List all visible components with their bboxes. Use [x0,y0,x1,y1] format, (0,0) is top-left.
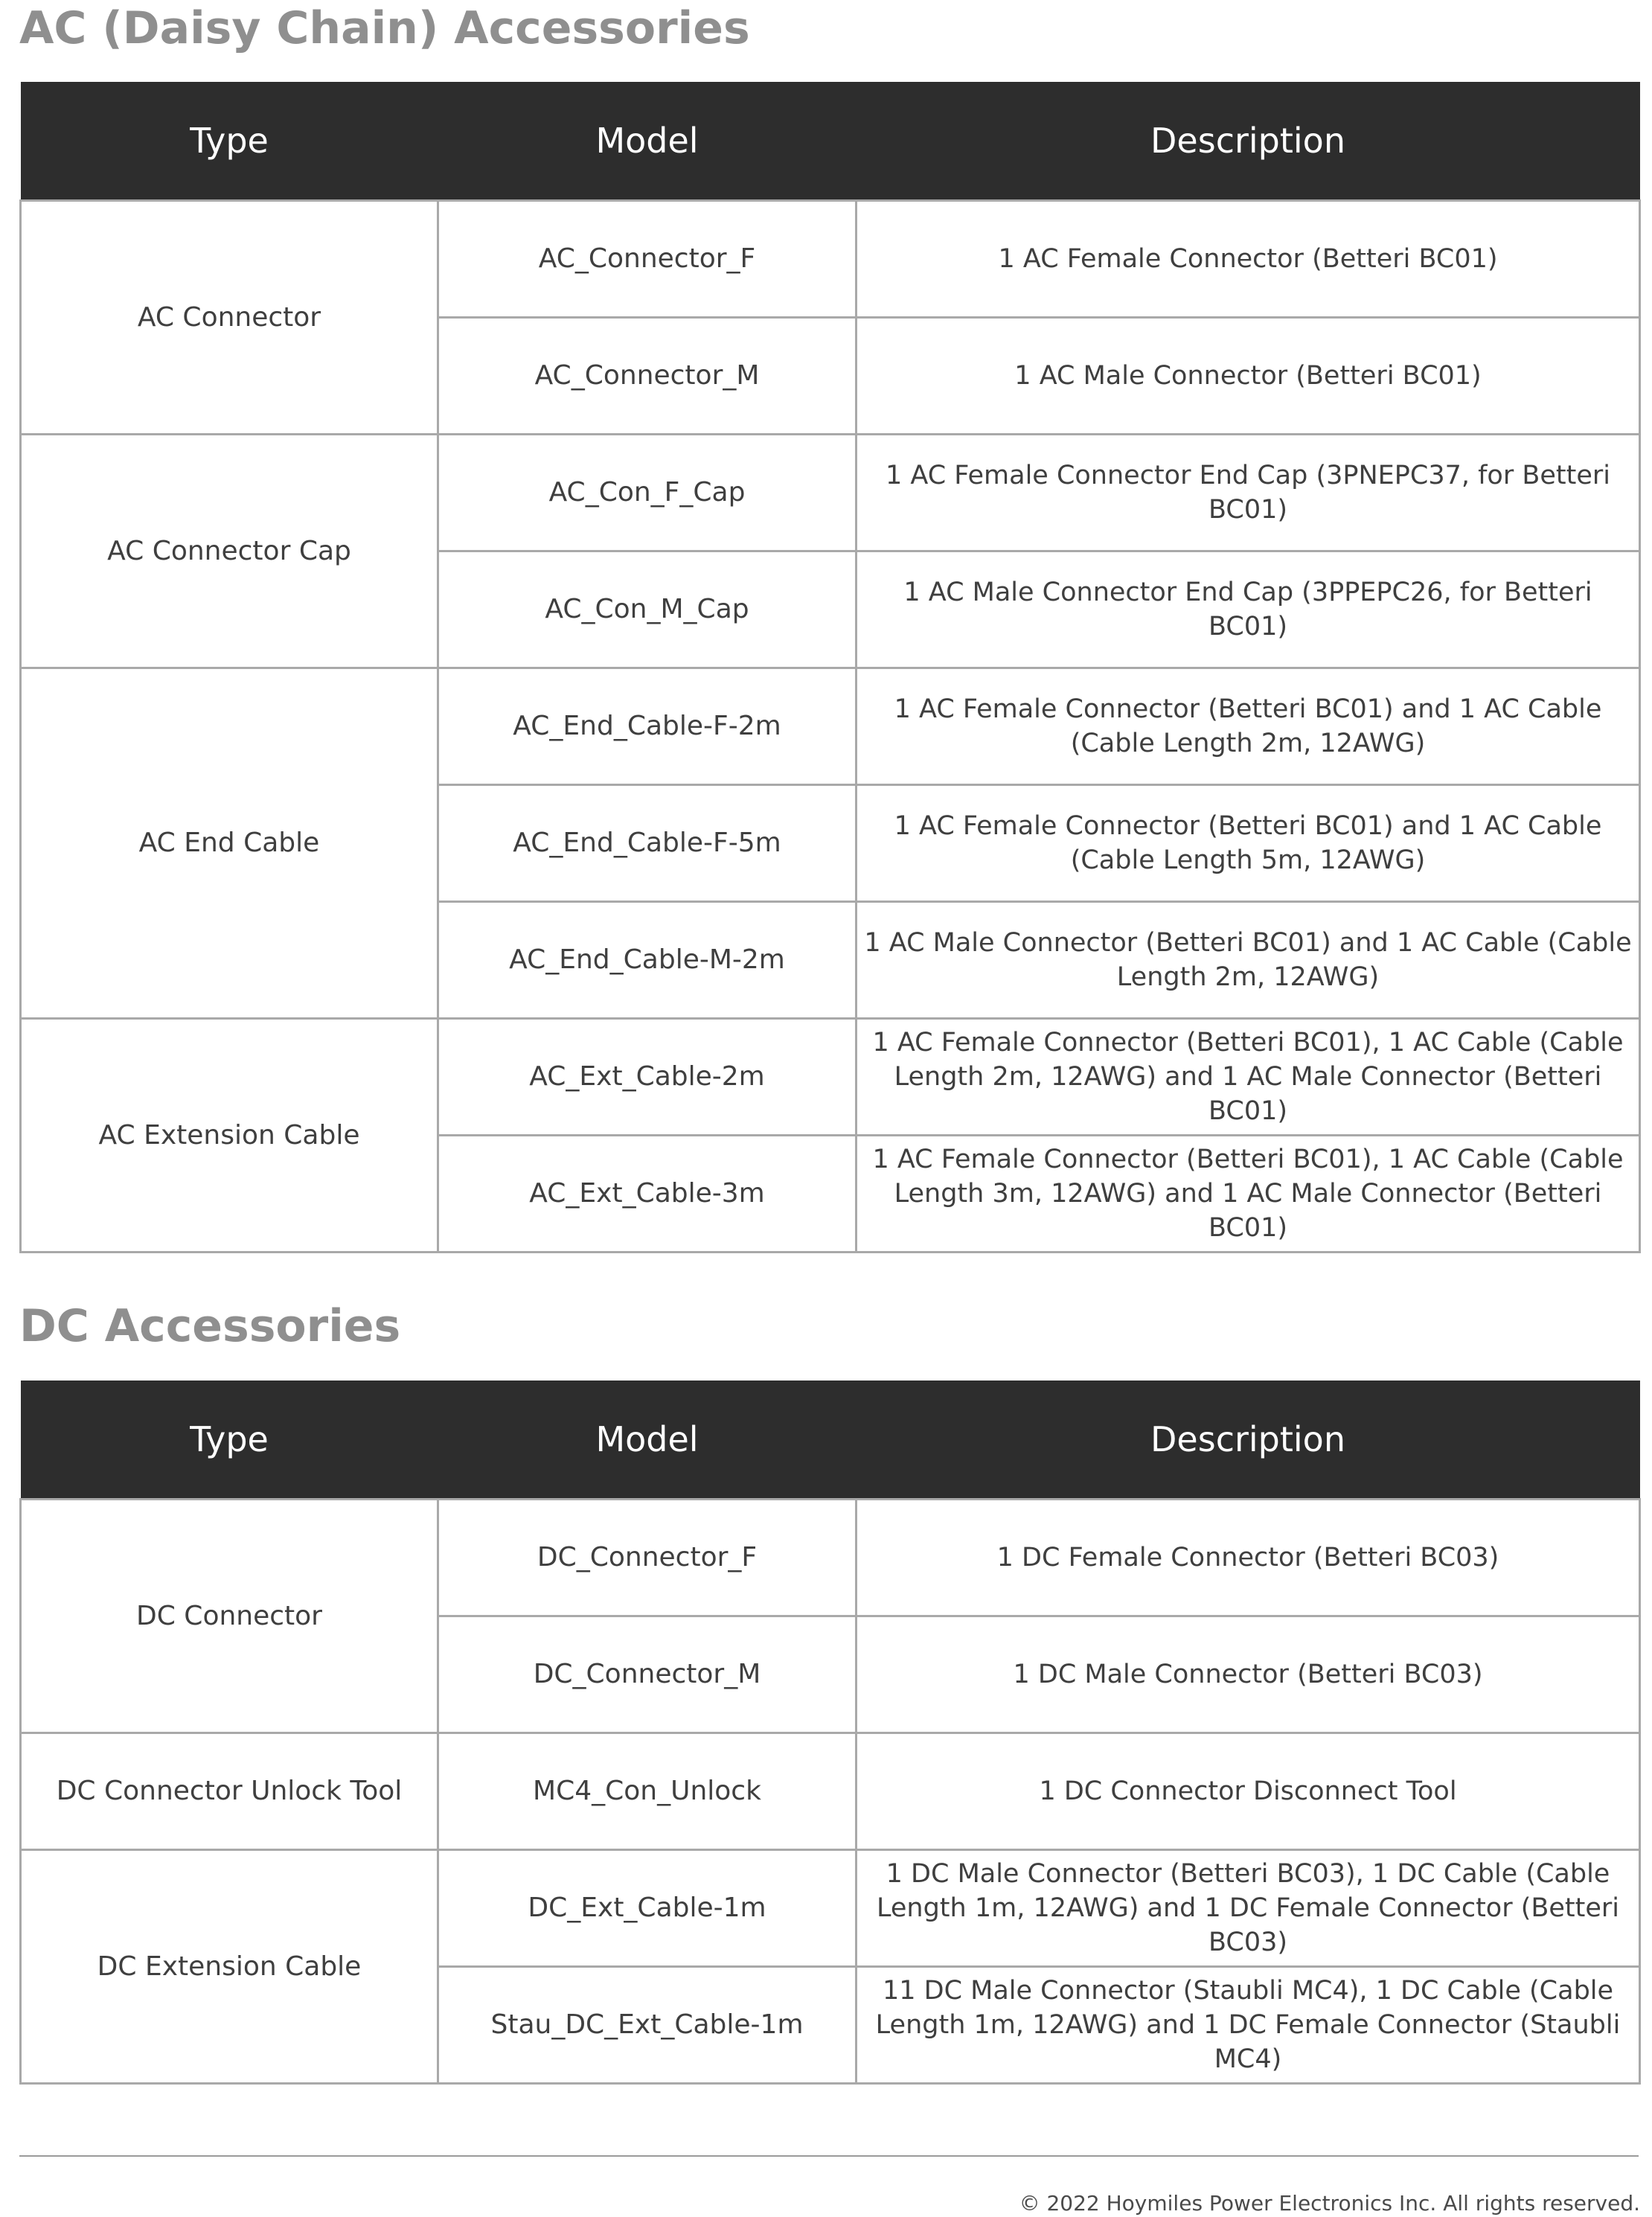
type-cell: DC Connector Unlock Tool [21,1733,438,1850]
table-row [21,1019,1640,1136]
dc-section-title: DC Accessories [19,1300,401,1352]
model-cell: Stau_DC_Ext_Cable-1m [438,1967,857,2084]
column-header-model: Model [438,1381,857,1500]
column-header-type: Type [21,1381,438,1500]
ac-accessories-table [19,82,1641,1253]
description-cell: 1 AC Female Connector (Betteri BC01) [857,201,1640,318]
ac-table-body [21,201,1640,1253]
table-row [21,1500,1640,1616]
description-cell: 1 AC Male Connector (Betteri BC01) [857,318,1640,435]
description-cell: 1 DC Male Connector (Betteri BC03), 1 DC Cable (Cable Length 1m, 12AWG) and 1 DC Female Connector (Betteri BC03) [857,1850,1640,1967]
column-header-model: Model [438,82,857,201]
type-cell: AC End Cable [21,668,438,1019]
model-cell: AC_Ext_Cable-3m [438,1136,857,1253]
model-cell: AC_Connector_M [438,318,857,435]
model-cell: DC_Connector_M [438,1616,857,1733]
column-header-description: Description [857,82,1640,201]
description-cell: 1 AC Male Connector (Betteri BC01) and 1 AC Cable (Cable Length 2m, 12AWG) [857,902,1640,1019]
type-cell: AC Extension Cable [21,1019,438,1253]
description-cell: 1 AC Female Connector End Cap (3PNEPC37, for Betteri BC01) [857,435,1640,551]
description-cell: 1 DC Male Connector (Betteri BC03) [857,1616,1640,1733]
model-cell: AC_Ext_Cable-2m [438,1019,857,1136]
description-cell: 11 DC Male Connector (Staubli MC4), 1 DC Cable (Cable Length 1m, 12AWG) and 1 DC Female Connector (Staubli MC4) [857,1967,1640,2084]
type-cell: DC Connector [21,1500,438,1733]
model-cell: AC_Con_F_Cap [438,435,857,551]
ac-table-header [21,82,1640,201]
model-cell: DC_Ext_Cable-1m [438,1850,857,1967]
table-row [21,435,1640,551]
footer-copyright: © 2022 Hoymiles Power Electronics Inc. All rights reserved. [1019,2191,1640,2216]
description-cell: 1 AC Female Connector (Betteri BC01) and 1 AC Cable (Cable Length 5m, 12AWG) [857,785,1640,902]
model-cell: MC4_Con_Unlock [438,1733,857,1850]
dc-table-header [21,1381,1640,1500]
dc-accessories-table [19,1381,1641,2085]
column-header-type: Type [21,82,438,201]
description-cell: 1 AC Female Connector (Betteri BC01), 1 AC Cable (Cable Length 3m, 12AWG) and 1 AC Male Connector (Betteri BC01) [857,1136,1640,1253]
table-row [21,668,1640,785]
description-cell: 1 AC Female Connector (Betteri BC01), 1 AC Cable (Cable Length 2m, 12AWG) and 1 AC Male Connector (Betteri BC01) [857,1019,1640,1136]
model-cell: AC_End_Cable-M-2m [438,902,857,1019]
model-cell: AC_End_Cable-F-2m [438,668,857,785]
type-cell: AC Connector [21,201,438,435]
ac-section-title: AC (Daisy Chain) Accessories [19,2,750,54]
model-cell: AC_End_Cable-F-5m [438,785,857,902]
column-header-description: Description [857,1381,1640,1500]
type-cell: AC Connector Cap [21,435,438,668]
description-cell: 1 AC Male Connector End Cap (3PPEPC26, for Betteri BC01) [857,551,1640,668]
description-cell: 1 DC Connector Disconnect Tool [857,1733,1640,1850]
table-row [21,201,1640,318]
model-cell: DC_Connector_F [438,1500,857,1616]
model-cell: AC_Con_M_Cap [438,551,857,668]
dc-table-body [21,1500,1640,2084]
type-cell: DC Extension Cable [21,1850,438,2084]
description-cell: 1 AC Female Connector (Betteri BC01) and 1 AC Cable (Cable Length 2m, 12AWG) [857,668,1640,785]
description-cell: 1 DC Female Connector (Betteri BC03) [857,1500,1640,1616]
table-row [21,1850,1640,1967]
table-row [21,1733,1640,1850]
footer-divider [19,2155,1639,2157]
model-cell: AC_Connector_F [438,201,857,318]
